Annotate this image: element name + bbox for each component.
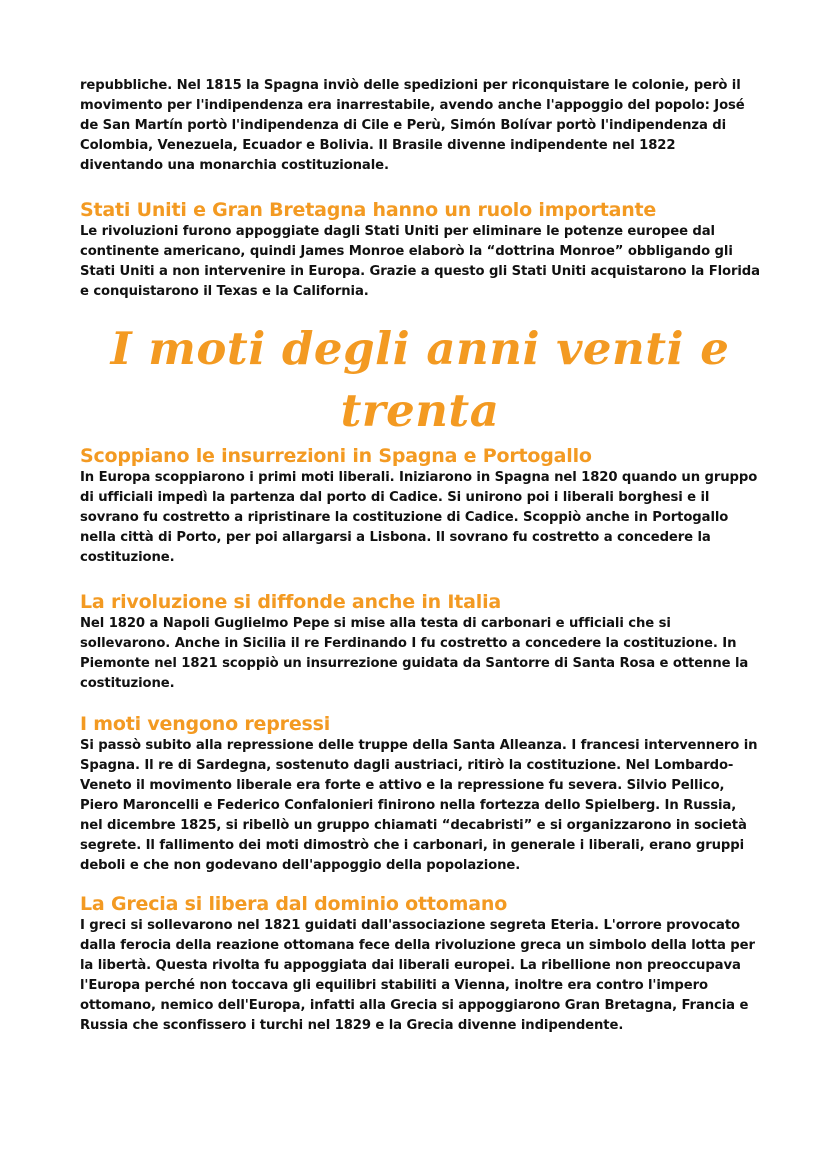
section-italy — [80, 590, 760, 694]
section-spain-portugal — [80, 444, 760, 568]
section-title: Scoppiano le insurrezioni in Spagna e Portogallo — [80, 445, 592, 467]
section-paragraph: Le rivoluzioni furono appoggiate dagli Stati Uniti per eliminare le potenze europee dal continente americano, quindi James Monroe elaborò la “dottrina Monroe” obbligando gli Stati Uniti a non intervenire in Europa. Grazie a questo gli Stati Uniti acquistarono la Florida e conquistarono il Texas e la California. — [80, 224, 760, 299]
document-page — [80, 76, 760, 1036]
section-title: I moti vengono repressi — [80, 713, 331, 735]
section-title: La Grecia si libera dal dominio ottomano — [80, 893, 508, 915]
chapter-title: I moti degli anni venti e trenta — [110, 322, 730, 437]
section-repression — [80, 712, 760, 876]
section-title: Stati Uniti e Gran Bretagna hanno un ruolo importante — [80, 199, 657, 221]
section-usa-britain — [80, 198, 760, 302]
intro-paragraph: repubbliche. Nel 1815 la Spagna inviò delle spedizioni per riconquistare le colonie, però il movimento per l'indipendenza era inarrestabile, avendo anche l'appoggio del popolo: José de San Martín portò l'indipendenza di Cile e Perù, Simón Bolívar portò l'indipendenza di Colombia, Venezuela, Ecuador e Bolivia. Il Brasile divenne indipendente nel 1822 diventando una monarchia costituzionale. — [80, 78, 745, 173]
section-paragraph: Si passò subito alla repressione delle truppe della Santa Alleanza. I francesi intervennero in Spagna. Il re di Sardegna, sostenuto dagli austriaci, ritirò la costituzione. Nel Lombardo-Veneto il movimento liberale era forte e attivo e la repressione fu severa. Silvio Pellico, Piero Maroncelli e Federico Confalonieri finirono nella fortezza dello Spielberg. In Russia, nel dicembre 1825, si ribellò un gruppo chiamati “decabristi” e si organizzarono in società segrete. Il fallimento dei moti dimostrò che i carbonari, in generale i liberali, erano gruppi deboli e che non godevano dell'appoggio della popolazione. — [80, 738, 758, 873]
section-paragraph: I greci si sollevarono nel 1821 guidati dall'associazione segreta Eteria. L'orrore provocato dalla ferocia della reazione ottomana fece della rivoluzione greca un simbolo della lotta per la libertà. Questa rivolta fu appoggiata dai liberali europei. La ribellione non preoccupava l'Europa perché non toccava gli equilibri stabiliti a Vienna, inoltre era contro l'impero ottomano, nemico dell'Europa, infatti alla Grecia si appoggiarono Gran Bretagna, Francia e Russia che sconfissero i turchi nel 1829 e la Grecia divenne indipendente. — [80, 918, 755, 1033]
section-paragraph: Nel 1820 a Napoli Guglielmo Pepe si mise alla testa di carbonari e ufficiali che si sollevarono. Anche in Sicilia il re Ferdinando I fu costretto a concedere la costituzione. In Piemonte nel 1821 scoppiò un insurrezione guidata da Santorre di Santa Rosa e ottenne la costituzione. — [80, 616, 749, 691]
section-paragraph: In Europa scoppiarono i primi moti liberali. Iniziarono in Spagna nel 1820 quando un gruppo di ufficiali impedì la partenza dal porto di Cadice. Si unirono poi i liberali borghesi e il sovrano fu costretto a ripristinare la costituzione di Cadice. Scoppiò anche in Portogallo nella città di Porto, per poi allargarsi a Lisbona. Il sovrano fu costretto a concedere la costituzione. — [80, 470, 758, 565]
section-title: La rivoluzione si diffonde anche in Italia — [80, 591, 502, 613]
section-greece — [80, 892, 760, 1036]
